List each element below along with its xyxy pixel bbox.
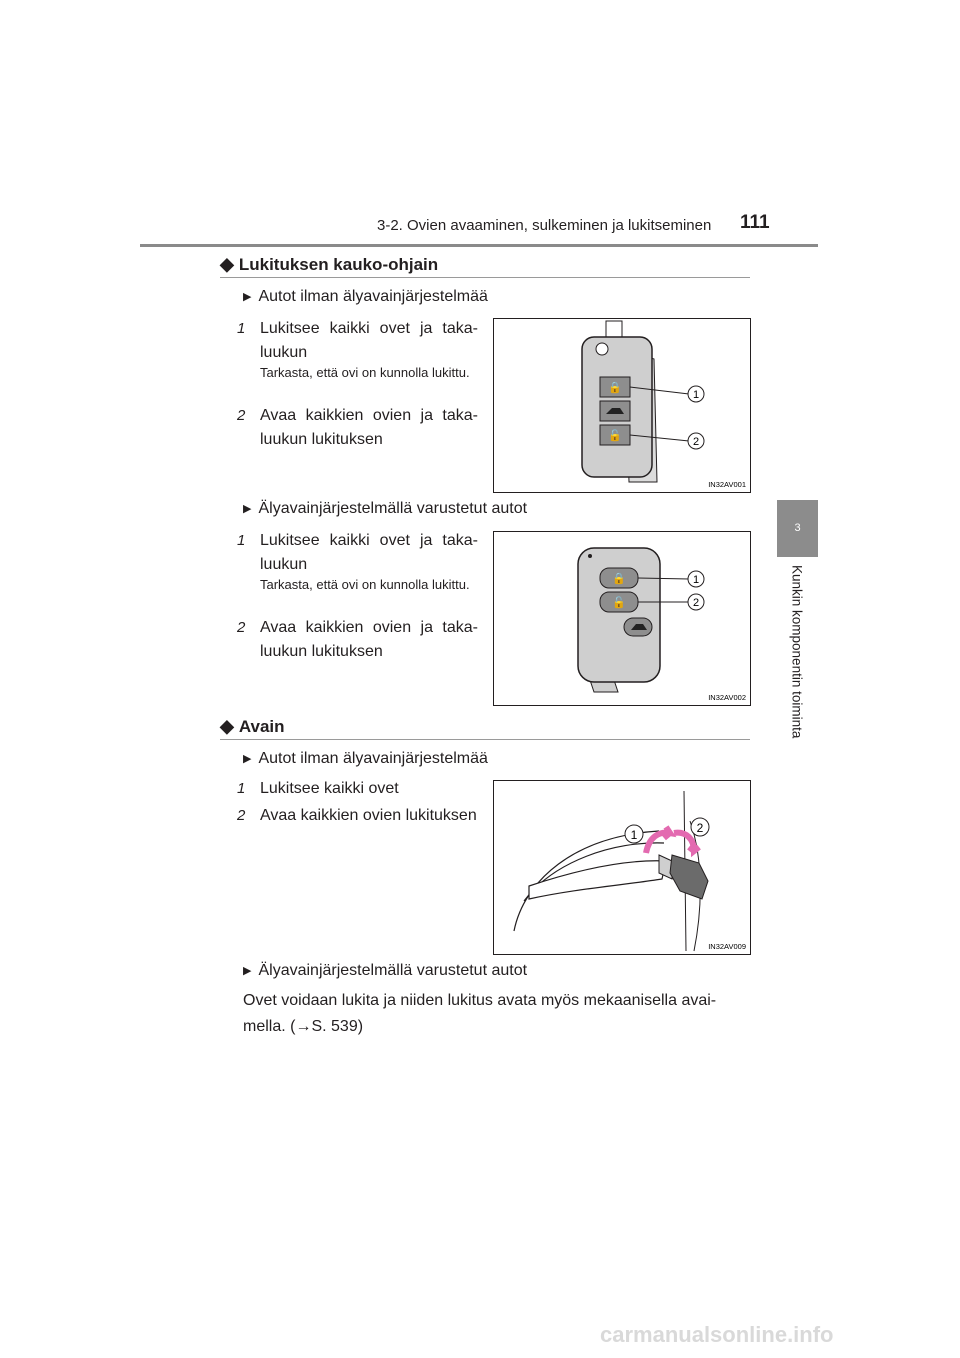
- svg-text:🔒: 🔒: [612, 572, 626, 585]
- triangle-bullet-icon: ▶: [243, 291, 252, 303]
- chapter-tab-title: Kunkin komponentin toiminta: [789, 565, 805, 739]
- item-number: 1: [237, 532, 246, 549]
- section-heading-remote: ◆ Lukituksen kauko-ohjain: [220, 254, 439, 274]
- figure-code: IN32AV001: [708, 480, 746, 489]
- chapter-tab: 3: [777, 500, 818, 557]
- watermark: carmanualsonline.info: [600, 1322, 834, 1347]
- section-divider: [220, 739, 750, 740]
- svg-text:🔓: 🔓: [608, 429, 622, 442]
- figure-remote-key: [493, 318, 751, 493]
- item-text: Lukitsee kaikki ovet: [260, 780, 399, 797]
- item-note: Tarkasta, että ovi on kunnolla lukittu.: [260, 365, 470, 380]
- subsection-title: ▶ Autot ilman älyavainjärjestelmää: [243, 288, 488, 305]
- callout-1: 1: [692, 574, 700, 586]
- item-number: 2: [237, 807, 246, 824]
- subsection-title: ▶ Älyavainjärjestelmällä varustetut autot: [243, 500, 528, 517]
- svg-text:🔒: 🔒: [608, 381, 622, 394]
- item-text: Lukitsee kaikki ovet ja taka-luukun: [260, 532, 478, 573]
- remote-key-illustration: [494, 319, 750, 492]
- callout-2: 2: [692, 436, 700, 448]
- diamond-bullet-icon: ◆: [220, 716, 234, 736]
- subsection-title: ▶ Älyavainjärjestelmällä varustetut autot: [243, 962, 528, 979]
- running-header-title: 3-2. Ovien avaaminen, sulkeminen ja lukitseminen: [377, 217, 712, 234]
- subsection-title: ▶ Autot ilman älyavainjärjestelmää: [243, 750, 488, 767]
- figure-code: IN32AV002: [708, 693, 746, 702]
- item-text: Avaa kaikkien ovien lukituksen: [260, 807, 477, 824]
- item-number: 2: [237, 619, 246, 636]
- callout-1: 1: [630, 828, 638, 842]
- figure-code: IN32AV009: [708, 942, 746, 951]
- body-paragraph: Ovet voidaan lukita ja niiden lukitus avata myös mekaanisella avai-mella. (→S. 539): [243, 992, 717, 1035]
- section-heading-key: ◆ Avain: [220, 716, 285, 736]
- item-number: 2: [237, 407, 246, 424]
- header-divider: [140, 244, 818, 247]
- item-text: Lukitsee kaikki ovet ja taka-luukun: [260, 320, 478, 361]
- door-key-illustration: [494, 781, 750, 954]
- figure-door-key: [493, 780, 751, 955]
- triangle-bullet-icon: ▶: [243, 503, 252, 515]
- figure-smart-key: [493, 531, 751, 706]
- item-text: Avaa kaikkien ovien ja taka-luukun lukituksen: [260, 407, 478, 448]
- callout-2: 2: [692, 597, 700, 609]
- item-number: 1: [237, 780, 246, 797]
- triangle-bullet-icon: ▶: [243, 965, 252, 977]
- svg-text:🔓: 🔓: [612, 596, 626, 609]
- callout-2: 2: [696, 821, 704, 835]
- triangle-bullet-icon: ▶: [243, 753, 252, 765]
- smart-key-illustration: [494, 532, 750, 705]
- callout-1: 1: [692, 389, 700, 401]
- item-note: Tarkasta, että ovi on kunnolla lukittu.: [260, 577, 470, 592]
- diamond-bullet-icon: ◆: [220, 254, 234, 274]
- item-number: 1: [237, 320, 246, 337]
- section-divider: [220, 277, 750, 278]
- item-text: Avaa kaikkien ovien ja taka-luukun lukituksen: [260, 619, 478, 660]
- page-number: 111: [740, 212, 770, 233]
